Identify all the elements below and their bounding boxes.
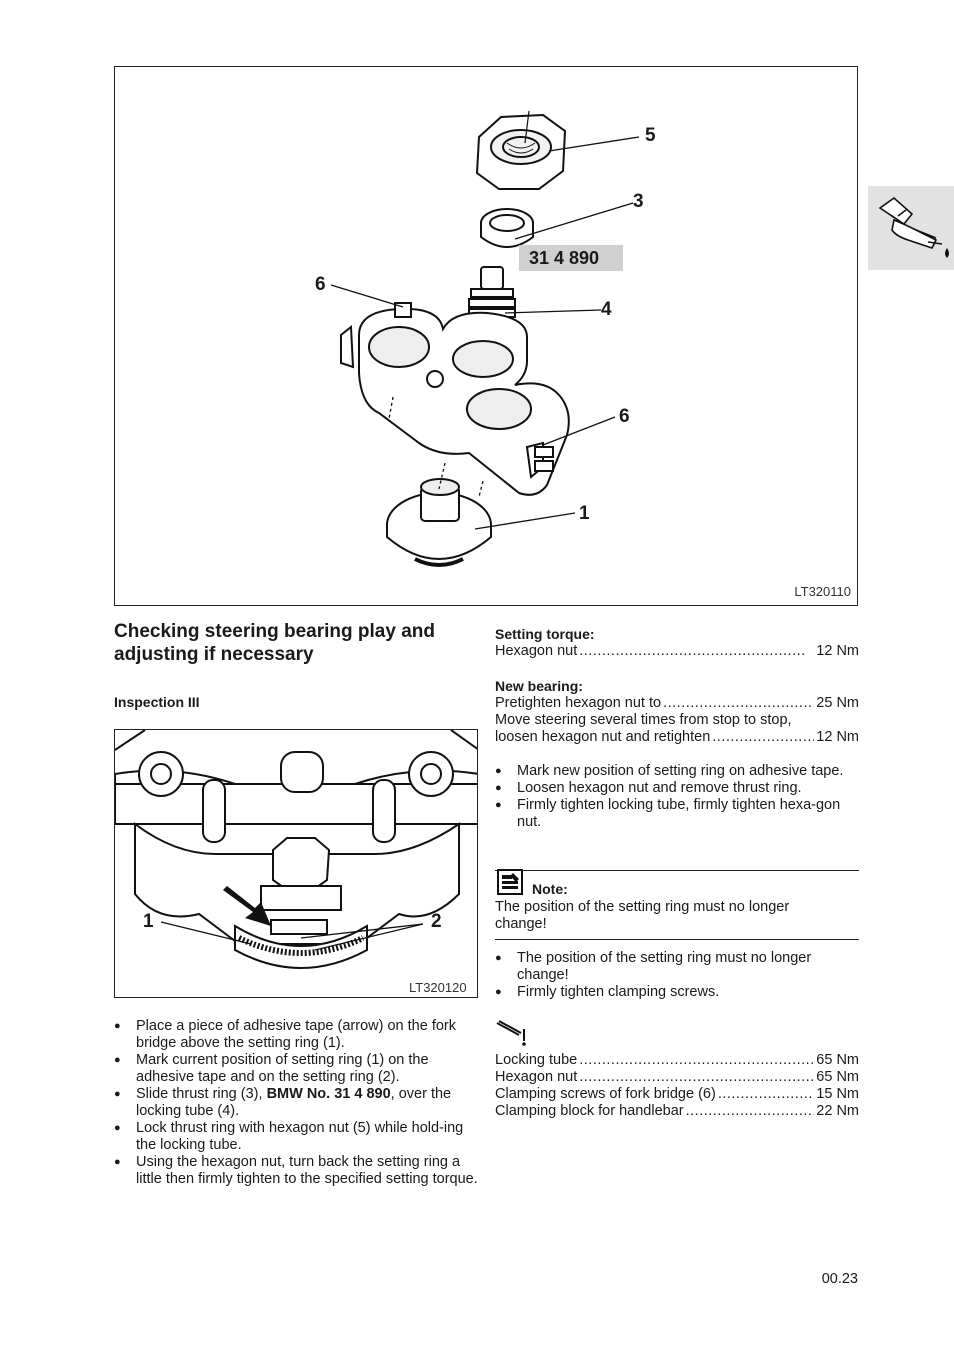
torque-value: 12 Nm <box>816 729 859 745</box>
procedure-list-2 <box>495 763 847 831</box>
torque-table <box>495 1052 859 1120</box>
torque-row <box>495 1069 859 1086</box>
section-tab <box>868 186 954 270</box>
callout-1: 1 <box>143 911 154 932</box>
section-title: Checking steering bearing play and adjusting if necessary <box>114 621 435 665</box>
torque-row <box>495 1086 859 1103</box>
torque-item: Hexagon nut <box>495 1069 578 1085</box>
list-item <box>114 1154 478 1188</box>
fork-bridge-drawing <box>115 730 478 998</box>
torque-row <box>495 643 859 660</box>
note-label: Note: <box>532 881 568 897</box>
tool-number: BMW No. 31 4 890 <box>266 1086 391 1102</box>
torque-item: Clamping block for handlebar <box>495 1103 684 1119</box>
instruction-line: Move steering several times from stop to stop, <box>495 712 792 728</box>
torque-value: 15 Nm <box>816 1086 859 1102</box>
list-item: ● Firmly tighten locking tube, firmly tighten hexa-gon nut. <box>495 797 847 831</box>
list-item-text: Slide thrust ring (3), <box>136 1086 267 1102</box>
list-item: ● Mark new position of setting ring on adhesive tape. <box>495 763 847 780</box>
callout-1: 1 <box>579 503 590 524</box>
torque-row <box>495 729 859 746</box>
torque-item: Locking tube <box>495 1052 578 1068</box>
new-bearing-label: New bearing: <box>495 678 583 694</box>
page-number: 00.23 <box>821 1271 858 1287</box>
exploded-view-figure <box>114 66 858 606</box>
list-item-text: Lock thrust ring with hexagon nut (5) while hold-ing the locking tube. <box>136 1120 464 1153</box>
setting-torque-label: Setting torque: <box>495 626 595 642</box>
list-item-text: Place a piece of adhesive tape (arrow) on the fork bridge above the setting ring (1). <box>136 1018 456 1051</box>
callout-2: 2 <box>431 911 442 932</box>
torque-value: 22 Nm <box>816 1103 859 1119</box>
list-item-text: Mark current position of setting ring (1) on the adhesive tape and on the setting ring (2). <box>136 1052 429 1085</box>
list-item <box>114 1052 478 1086</box>
torque-value: 25 Nm <box>816 695 859 711</box>
torque-row <box>495 695 859 712</box>
subheading: Inspection III <box>114 694 200 710</box>
figure-code: LT320120 <box>409 980 467 995</box>
steering-assembly-drawing <box>115 67 859 607</box>
new-bearing-block <box>495 678 859 746</box>
procedure-list <box>114 1018 478 1188</box>
setting-torque-block <box>495 626 859 660</box>
note-box <box>495 870 859 940</box>
torque-value: 65 Nm <box>816 1052 859 1068</box>
callout-6-right: 6 <box>619 406 630 427</box>
torque-value: 12 Nm <box>816 643 859 659</box>
torque-row <box>495 1103 859 1120</box>
torque-value: 65 Nm <box>816 1069 859 1085</box>
list-item: ● Loosen hexagon nut and remove thrust ring. <box>495 780 847 797</box>
callout-6-left: 6 <box>315 274 326 295</box>
special-tool-number: 31 4 890 <box>519 245 623 271</box>
callout-4: 4 <box>601 299 612 320</box>
torque-item: Clamping screws of fork bridge (6) <box>495 1086 716 1102</box>
list-item: ● Firmly tighten clamping screws. <box>495 984 847 1001</box>
callout-3: 3 <box>633 191 644 212</box>
fork-bridge-photo-figure <box>114 729 478 998</box>
list-item-text: , over the locking tube (4). <box>136 1086 452 1119</box>
procedure-list-3 <box>495 950 847 1001</box>
torque-item: loosen hexagon nut and retighten <box>495 729 711 745</box>
maintenance-hand-icon <box>868 186 954 270</box>
torque-item: Pretighten hexagon nut to <box>495 695 662 711</box>
figure-code: LT320110 <box>794 584 851 599</box>
note-icon <box>497 869 523 895</box>
torque-wrench-icon <box>495 1019 529 1047</box>
note-text: The position of the setting ring must no longer change! <box>495 899 790 932</box>
list-item <box>114 1120 478 1154</box>
list-item: ● The position of the setting ring must no longer change! <box>495 950 847 984</box>
list-item-text: Using the hexagon nut, turn back the setting ring a little then firmly tighten to the specified setting torque. <box>136 1154 478 1187</box>
torque-item: Hexagon nut <box>495 643 578 659</box>
list-item <box>114 1086 478 1120</box>
callout-5: 5 <box>645 125 656 146</box>
torque-row <box>495 1052 859 1069</box>
list-item <box>114 1018 478 1052</box>
